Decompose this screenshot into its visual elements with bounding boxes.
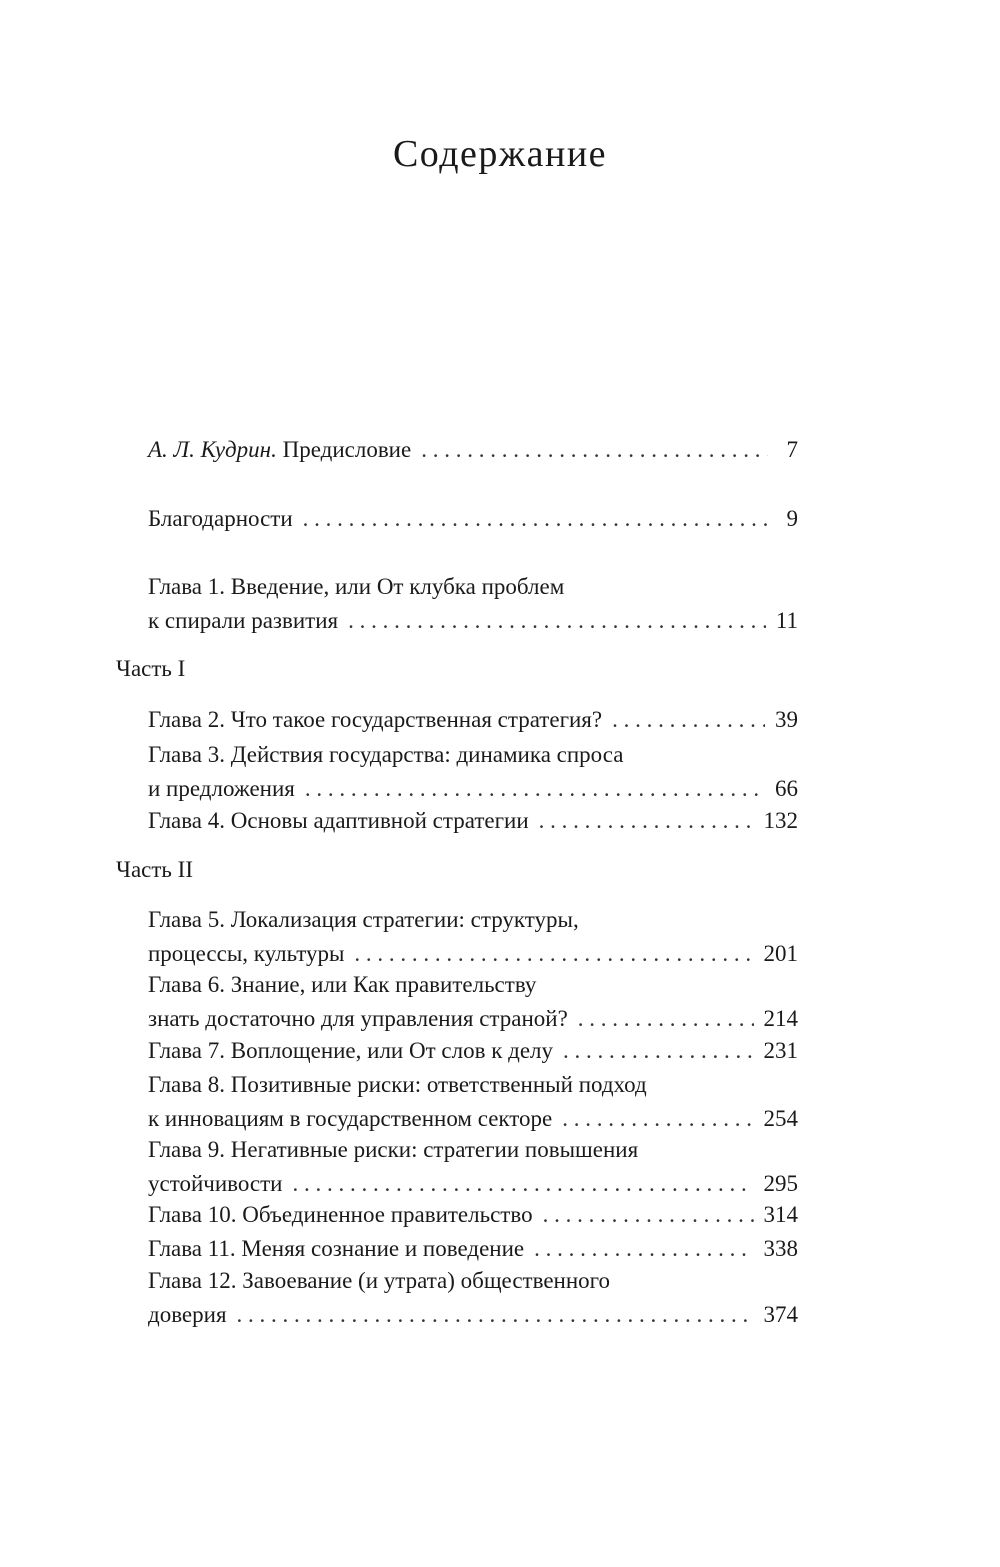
entry-title-line: Глава 3. Действия государства: динамика спроса xyxy=(148,742,624,767)
dot-leader xyxy=(421,433,768,467)
author-name: А. Л. Кудрин. xyxy=(148,437,277,462)
dot-leader xyxy=(534,1232,753,1266)
toc-entry-chapter-2 xyxy=(148,703,798,737)
entry-title: Благодарности xyxy=(148,506,293,531)
toc-entry-chapter-1 xyxy=(148,570,798,638)
toc-entry-chapter-12 xyxy=(148,1264,798,1332)
entry-title-line: процессы, культуры xyxy=(148,941,345,966)
toc-entry-chapter-6 xyxy=(148,968,798,1036)
dot-leader xyxy=(543,1198,754,1232)
toc-entry-chapter-3 xyxy=(148,738,798,806)
page-number: 39 xyxy=(775,707,798,732)
entry-title-line: Глава 8. Позитивные риски: ответственный подход xyxy=(148,1072,647,1097)
entry-title-line: и предложения xyxy=(148,776,295,801)
page-number: 66 xyxy=(775,776,798,801)
entry-title: Глава 11. Меняя сознание и поведение xyxy=(148,1236,525,1261)
dot-leader xyxy=(305,772,765,806)
page-number: 11 xyxy=(775,608,798,633)
page-number: 295 xyxy=(763,1171,798,1196)
part-heading-1: Часть I xyxy=(116,656,186,681)
page-number: 314 xyxy=(763,1202,798,1227)
dot-leader xyxy=(354,937,753,971)
page-number: 132 xyxy=(763,808,798,833)
dot-leader xyxy=(237,1298,754,1332)
dot-leader xyxy=(348,604,766,638)
dot-leader xyxy=(562,1102,753,1136)
page-number: 201 xyxy=(763,941,798,966)
toc-entry-chapter-11 xyxy=(148,1232,798,1266)
page-number: 7 xyxy=(786,437,798,462)
entry-title-line: Глава 12. Завоевание (и утрата) общественного xyxy=(148,1268,611,1293)
dot-leader xyxy=(293,1167,754,1201)
dot-leader xyxy=(612,703,765,737)
page-number: 254 xyxy=(763,1106,798,1131)
entry-title: Глава 2. Что такое государственная стратегия? xyxy=(148,707,603,732)
entry-title-line: к инновациям в государственном секторе xyxy=(148,1106,553,1131)
toc-entry-chapter-5 xyxy=(148,903,798,971)
entry-title-line: Глава 1. Введение, или От клубка проблем xyxy=(148,574,565,599)
entry-title: Глава 10. Объединенное правительство xyxy=(148,1202,533,1227)
entry-title: А. Л. Кудрин. Предисловие xyxy=(148,437,412,462)
dot-leader xyxy=(578,1002,754,1036)
page-number: 9 xyxy=(786,506,798,531)
toc-entry-chapter-7 xyxy=(148,1034,798,1068)
toc-entry-preface xyxy=(148,433,798,467)
toc-entry-acknowledgements xyxy=(148,502,798,536)
entry-title: Глава 4. Основы адаптивной стратегии xyxy=(148,808,529,833)
toc-entry-chapter-8 xyxy=(148,1068,798,1136)
dot-leader xyxy=(563,1034,753,1068)
page-number: 231 xyxy=(763,1038,798,1063)
dot-leader xyxy=(303,502,768,536)
page-title: Содержание xyxy=(392,133,608,175)
toc-entry-chapter-4 xyxy=(148,804,798,838)
entry-title-line: к спирали развития xyxy=(148,608,339,633)
page-number: 374 xyxy=(763,1302,798,1327)
entry-title-line: Глава 9. Негативные риски: стратегии повышения xyxy=(148,1137,639,1162)
part-heading-2: Часть II xyxy=(116,857,193,882)
entry-title-line: устойчивости xyxy=(148,1171,283,1196)
dot-leader xyxy=(539,804,754,838)
page-number: 338 xyxy=(763,1236,798,1261)
entry-title-line: Глава 6. Знание, или Как правительству xyxy=(148,972,537,997)
entry-title-line: знать достаточно для управления страной? xyxy=(148,1006,568,1031)
entry-title-line: доверия xyxy=(148,1302,227,1327)
entry-title: Глава 7. Воплощение, или От слов к делу xyxy=(148,1038,554,1063)
entry-title-line: Глава 5. Локализация стратегии: структуры, xyxy=(148,907,579,932)
toc-entry-chapter-10 xyxy=(148,1198,798,1232)
toc-entry-chapter-9 xyxy=(148,1133,798,1201)
page-number: 214 xyxy=(763,1006,798,1031)
